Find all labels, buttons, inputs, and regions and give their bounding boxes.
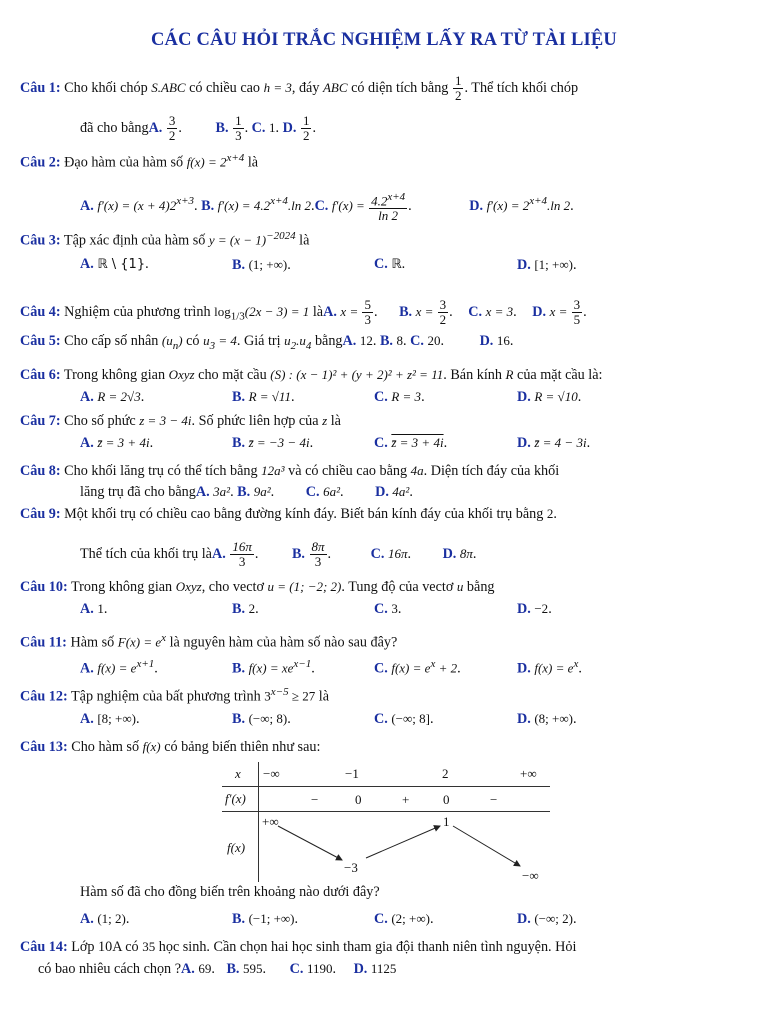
question-9: Câu 9: Một khối trụ có chiều cao bằng đường kính đáy. Biết bán kính đáy của khối trụ bằng 2. [20, 506, 557, 522]
option-b-value[interactable]: $\frac{8\pi}{3}$ [311, 539, 325, 569]
table-divider [222, 786, 550, 787]
question-number: Câu 8: [20, 463, 61, 479]
option-a-value[interactable]: 12 [359, 333, 373, 348]
table-f-value: 1 [443, 814, 450, 829]
option-c-label[interactable]: C. [289, 961, 304, 977]
option-b: B. (−1; +∞). [232, 911, 299, 927]
option-d-label[interactable]: D. [517, 711, 531, 727]
option-c-value[interactable]: z̄ = 3 + 4i [391, 435, 444, 450]
option-c-label[interactable]: C. [314, 197, 329, 214]
question-number: Câu 6: [20, 367, 61, 383]
question-3: Câu 3: Tập xác định của hàm số $y = (x - 1)^{-2024}$ là [20, 230, 310, 249]
option-b-label[interactable]: B. [232, 911, 246, 927]
math-expr: f(x) = 2 [186, 154, 227, 170]
option-a-value[interactable]: 69 [198, 961, 212, 976]
question-13: Câu 13: Cho hàm số f(x) có bảng biến thiên như sau: [20, 739, 321, 755]
option-b-value[interactable]: f′(x) = 4.2 [217, 197, 271, 213]
question-3-answers: A. ℝ \ {1}. [80, 256, 149, 272]
option-c-label[interactable]: C. [374, 911, 388, 927]
option-a-label[interactable]: A. [80, 601, 94, 617]
table-f-value: −3 [344, 860, 358, 875]
option-d-value[interactable]: 8π [459, 545, 473, 561]
math-expr: S.ABC [151, 79, 186, 95]
option-a-label[interactable]: A. [195, 484, 210, 500]
option-c-label[interactable]: C. [374, 256, 388, 272]
option-a-label[interactable]: A. [80, 711, 94, 727]
math-expr: log [214, 303, 231, 319]
option-c-value[interactable]: 3 [391, 601, 398, 616]
option-a-value[interactable]: f′(x) = (x + 4)2 [97, 197, 177, 213]
option-b-label[interactable]: B. [291, 545, 305, 562]
option-a-label[interactable]: A. [342, 333, 357, 349]
option-d-label[interactable]: D. [282, 119, 297, 136]
option-d-label[interactable]: D. [517, 435, 531, 451]
option-b-value[interactable]: $\frac{1}{3}$ [235, 113, 242, 143]
question-14: Câu 14: Lớp 10A có 35 học sinh. Cần chọn hai học sinh tham gia đội thanh niên tình nguyện. Hỏi [20, 939, 577, 955]
table-sign: 0 [443, 792, 450, 807]
option-a-label[interactable]: A. [211, 545, 226, 562]
option-c-label[interactable]: C. [374, 435, 388, 451]
option-a: A. 1. [80, 601, 108, 617]
question-number: Câu 1: [20, 79, 61, 96]
option-c-label[interactable]: C. [374, 660, 388, 677]
question-number: Câu 3: [20, 232, 61, 249]
question-text: Tập xác định của hàm số [60, 232, 209, 249]
option-b-label[interactable]: B. [232, 257, 246, 273]
option-d-value[interactable]: −2 [534, 601, 549, 616]
option-a-value[interactable]: [8; +∞) [97, 711, 136, 726]
option-c: C. ℝ. [374, 256, 406, 272]
option-b-label[interactable]: B. [232, 435, 246, 451]
option-a-label[interactable]: A. [80, 197, 94, 214]
option-b-label[interactable]: B. [232, 711, 246, 727]
question-number: Câu 10: [20, 579, 68, 595]
option-a-label[interactable]: A. [323, 303, 337, 320]
option-b: B. (−∞; 8). [232, 711, 291, 727]
option-c-label[interactable]: C. [374, 601, 388, 617]
option-d-value[interactable]: x = [549, 303, 571, 319]
option-d-value[interactable]: 4a² [392, 484, 410, 499]
option-a-label[interactable]: A. [80, 256, 94, 272]
option-c-label[interactable]: C. [374, 711, 388, 727]
option-d-label[interactable]: D. [517, 660, 531, 677]
question-text: là [312, 303, 324, 320]
question-number: Câu 7: [20, 413, 61, 429]
question-number: Câu 13: [20, 739, 68, 755]
option-b: B. 2. [232, 601, 259, 617]
question-number: Câu 12: [20, 688, 68, 705]
question-8-answers: lăng trụ đã cho bằngA. 3a². B. 9a². C. 6a². D. 4a². [80, 484, 413, 500]
table-row-label-derivative: f′(x) [225, 791, 246, 806]
option-a-value[interactable]: $\frac{3}{2}$ [168, 113, 176, 143]
question-11: Câu 11: Hàm số $F(x) = e^x$ là nguyên hàm của hàm số nào sau đây? [20, 632, 398, 651]
table-sign: 0 [355, 792, 362, 807]
option-a-value[interactable]: 3a² [213, 484, 231, 499]
option-c-value[interactable]: 20 [427, 333, 441, 348]
question-4: Câu 4: Nghiệm của phương trình $\log_{1/3}(2x - 3) = 1$ làA. x = $\frac{5}{3}$ . B. x = $\frac{3}{2}$ . C. x = 3. D. x = $\frac{3}{5}$ . [20, 297, 587, 327]
option-c-label[interactable]: C. [374, 389, 388, 405]
option-b-label[interactable]: B. [237, 484, 251, 500]
option-b-value[interactable]: R = √11 [248, 389, 291, 404]
option-c-value[interactable]: ℝ [391, 257, 402, 272]
option-a-value[interactable]: x = [340, 303, 362, 319]
option-c-value[interactable]: 1 [269, 119, 276, 135]
option-c: C. 3. [374, 601, 402, 617]
table-x-value: +∞ [520, 766, 537, 781]
page-title: CÁC CÂU HỎI TRẮC NGHIỆM LẤY RA TỪ TÀI LIỆU [151, 30, 617, 50]
option-a: A. z̄ = 3 + 4i. [80, 435, 154, 451]
option-b-label[interactable]: B. [399, 303, 413, 320]
option-a-value[interactable]: R = 2√3 [97, 389, 141, 404]
option-b-label[interactable]: B. [232, 389, 246, 405]
table-row-label-function: f(x) [227, 840, 246, 855]
option-d-value[interactable]: z̄ = 4 − 3i [534, 435, 587, 450]
option-a-value[interactable]: (1; 2) [97, 911, 126, 926]
option-c-value[interactable]: x = 3 [485, 303, 514, 319]
option-d: D. (−∞; 2). [517, 911, 577, 927]
table-sign: − [490, 792, 498, 807]
option-a-value[interactable]: z̄ = 3 + 4i [97, 435, 150, 450]
option-c-label[interactable]: C. [468, 303, 483, 320]
option-c-value[interactable]: f′(x) = [331, 197, 369, 213]
question-number: Câu 9: [20, 506, 61, 522]
question-10: Câu 10: Trong không gian Oxyz, cho vectơ u = (1; −2; 2). Tung độ của vectơ u bằng [20, 579, 495, 595]
option-d: D. (8; +∞). [517, 711, 577, 727]
question-text: Cho cấp số nhân [60, 333, 162, 349]
option-c-value[interactable]: (−∞; 8] [391, 711, 430, 726]
option-b-value[interactable]: z̄ = −3 − 4i [248, 435, 310, 450]
question-text: là [299, 232, 310, 249]
option-d-label[interactable]: D. [353, 961, 368, 977]
question-1-answers: đã cho bằngA. $\frac{3}{2}$ . B. $\frac{1}{3}$ . C. 1. D. $\frac{1}{2}$ . [80, 113, 316, 143]
question-14-answers: có bao nhiêu cách chọn ?A. 69. B. 595. C. 1190. D. 1125 [38, 961, 397, 977]
question-5: Câu 5: Cho cấp số nhân $(u_n)$ có $u_3 = 4$. Giá trị $u_2.u_4$ bằngA. 12. B. 8. C. 20. D. 16. [20, 333, 514, 352]
option-b-value[interactable]: x = [415, 303, 437, 319]
option-d: D. $f(x) = e^x$. [517, 658, 582, 677]
option-b-value[interactable]: 595 [243, 961, 263, 976]
option-a-label[interactable]: A. [80, 911, 94, 927]
option-b-label[interactable]: B. [232, 601, 246, 617]
question-number: Câu 2: [20, 154, 61, 171]
option-d-value[interactable]: f(x) = e [534, 660, 574, 676]
option-a-label[interactable]: A. [181, 961, 195, 977]
math-expr: (u [161, 333, 173, 348]
option-b-label[interactable]: B. [226, 961, 240, 977]
question-text: có diện tích bằng [347, 79, 452, 96]
question-text: , đáy [291, 79, 323, 96]
option-d-label[interactable]: D. [517, 257, 531, 273]
option-b-label[interactable]: B. [379, 333, 393, 349]
option-c-value[interactable]: (2; +∞) [391, 911, 430, 926]
option-d-label[interactable]: D. [517, 389, 531, 405]
option-c-value[interactable]: f(x) = e [391, 660, 431, 676]
option-c: C. $f(x) = e^x + 2$. [374, 658, 461, 677]
question-number: Câu 5: [20, 333, 61, 349]
option-c: C. R = 3. [374, 389, 425, 405]
arrow-increasing [366, 826, 440, 858]
option-b-label[interactable]: B. [201, 197, 215, 214]
option-a-label[interactable]: A. [80, 389, 94, 405]
question-text: là [247, 154, 259, 171]
table-f-value: +∞ [262, 814, 279, 829]
option-c: C. (−∞; 8]. [374, 711, 434, 727]
option-b-value[interactable]: 2 [248, 601, 256, 616]
table-x-value: 2 [442, 766, 449, 781]
option-c-label[interactable]: C. [305, 484, 320, 500]
option-d-value[interactable]: 1125 [370, 961, 397, 976]
option-c-value[interactable]: 1190 [306, 961, 333, 976]
question-6: Câu 6: Trong không gian Oxyz cho mặt cầu (S) : (x − 1)² + (y + 2)² + z² = 11. Bán kính R của mặt cầu là: [20, 367, 603, 383]
option-d-value[interactable]: (−∞; 2) [534, 911, 573, 926]
arrow-decreasing [278, 826, 342, 860]
option-d-label[interactable]: D. [532, 303, 547, 320]
option-b-value[interactable]: (−∞; 8) [248, 711, 288, 726]
option-a-label[interactable]: A. [80, 660, 94, 677]
question-text: Nghiệm của phương trình [60, 303, 215, 320]
math-expr: ABC [322, 79, 348, 95]
fraction: $\frac{1}{2}$ [454, 73, 462, 103]
option-a-label[interactable]: A. [80, 435, 94, 451]
question-8: Câu 8: Cho khối lăng trụ có thể tích bằng 12a³ và có chiều cao bằng 4a. Diện tích đáy của khối [20, 463, 560, 479]
table-sign: + [402, 792, 410, 807]
question-2-answers: A. $f'(x) = (x + 4)2^{x+3}$. B. $f'(x) = 4.2^{x+4}.\ln$ 2.C. f′(x) = $\frac{4.2^{x+4}}{\ln 2}$ . D. $f'(x) = 2^{x+4}.\ln$ 2. [80, 191, 574, 224]
math-expr: y = (x − 1) [208, 232, 267, 248]
table-x-value: −1 [345, 766, 359, 781]
option-c-label[interactable]: C. [370, 545, 385, 562]
question-number: Câu 4: [20, 303, 61, 320]
option-d-label[interactable]: D. [375, 484, 389, 500]
option-c-value[interactable]: R = 3 [391, 389, 422, 404]
option-d-label[interactable]: D. [517, 911, 531, 927]
table-f-value: −∞ [522, 868, 539, 883]
question-text: có chiều cao [185, 79, 264, 96]
option-c-value[interactable]: 6a² [323, 484, 340, 499]
question-7: Câu 7: Cho số phức z = 3 − 4i. Số phức liên hợp của z là [20, 413, 341, 429]
question-12: Câu 12: Tập nghiệm của bất phương trình $3^{x-5} \ge 27$ là [20, 686, 330, 705]
variation-arrows [258, 810, 558, 885]
question-text: Cho khối chóp [60, 79, 152, 96]
question-text: . Thể tích khối chóp [464, 79, 579, 96]
question-number: Câu 14: [20, 939, 68, 955]
option-d-value[interactable]: f′(x) = 2 [486, 197, 530, 213]
option-d-label[interactable]: D. [469, 197, 484, 214]
option-b-label[interactable]: B. [232, 660, 246, 677]
option-d-label[interactable]: D. [442, 545, 457, 562]
option-c: C. z̄ = 3 + 4i. [374, 435, 448, 451]
option-c-label[interactable]: C. [251, 119, 266, 136]
question-text: Đạo hàm của hàm số [60, 154, 187, 171]
option-c: C. (2; +∞). [374, 911, 434, 927]
option-b-label[interactable]: B. [215, 119, 229, 136]
question-text: đã cho bằng [80, 119, 149, 136]
option-a-label[interactable]: A. [148, 119, 163, 136]
option-b-value[interactable]: (−1; +∞) [248, 911, 295, 926]
option-a: A. $f(x) = e^{x+1}$. [80, 658, 158, 677]
option-a: A. R = 2√3. [80, 389, 145, 405]
question-9-answers: Thể tích của khối trụ làA. $\frac{16\pi}{3}$ . B. $\frac{8\pi}{3}$ . C. 16π. D. 8π. [80, 539, 477, 569]
table-x-value: −∞ [263, 766, 280, 781]
option-d-value[interactable]: R = √10 [534, 389, 578, 404]
arrow-decreasing [453, 826, 520, 866]
option-a-value[interactable]: ℝ \ {1} [97, 257, 146, 272]
option-d-label[interactable]: D. [479, 333, 494, 349]
question-2: Câu 2: Đạo hàm của hàm số $f(x) = 2^{x+4}$ là [20, 152, 259, 171]
option-b: B. R = √11. [232, 389, 295, 405]
option-a-value[interactable]: $\frac{16\pi}{3}$ [232, 539, 252, 569]
option-b-value[interactable]: f(x) = xe [248, 660, 294, 676]
option-b-value[interactable]: (1; +∞) [248, 257, 288, 272]
option-a-value[interactable]: 1 [97, 601, 104, 616]
table-row-label-x: x [235, 766, 241, 781]
option-d: D. [1; +∞). [517, 257, 577, 273]
question-1 [20, 74, 578, 103]
option-d: D. z̄ = 4 − 3i. [517, 435, 591, 451]
math-expr: (S) : (x − 1)² + (y + 2)² + z² = 11 [270, 367, 444, 382]
option-d: D. R = √10. [517, 389, 582, 405]
option-b: B. $f(x) = xe^{x-1}$. [232, 658, 315, 677]
option-b-value[interactable]: 9a² [253, 484, 271, 499]
option-a: A. (1; 2). [80, 911, 130, 927]
table-sign: − [311, 792, 319, 807]
option-b-value[interactable]: 8 [396, 333, 404, 348]
option-b: B. z̄ = −3 − 4i. [232, 435, 314, 451]
option-a-value[interactable]: f(x) = e [97, 660, 137, 676]
option-b: B. (1; +∞). [232, 257, 291, 273]
option-d-value[interactable]: [1; +∞) [534, 257, 573, 272]
option-d-value[interactable]: 16 [496, 333, 510, 348]
option-d-label[interactable]: D. [517, 601, 531, 617]
math-expr: h = 3 [263, 79, 292, 95]
option-a: A. [8; +∞). [80, 711, 140, 727]
option-d-value[interactable]: (8; +∞) [534, 711, 573, 726]
option-d-value[interactable]: $\frac{1}{2}$ [302, 113, 310, 143]
question-number: Câu 11: [20, 634, 67, 651]
option-c-value[interactable]: 16π [387, 545, 408, 561]
option-d: D. −2. [517, 601, 552, 617]
question-13-prompt: Hàm số đã cho đồng biến trên khoảng nào dưới đây? [80, 884, 380, 900]
option-c-label[interactable]: C. [410, 333, 424, 349]
